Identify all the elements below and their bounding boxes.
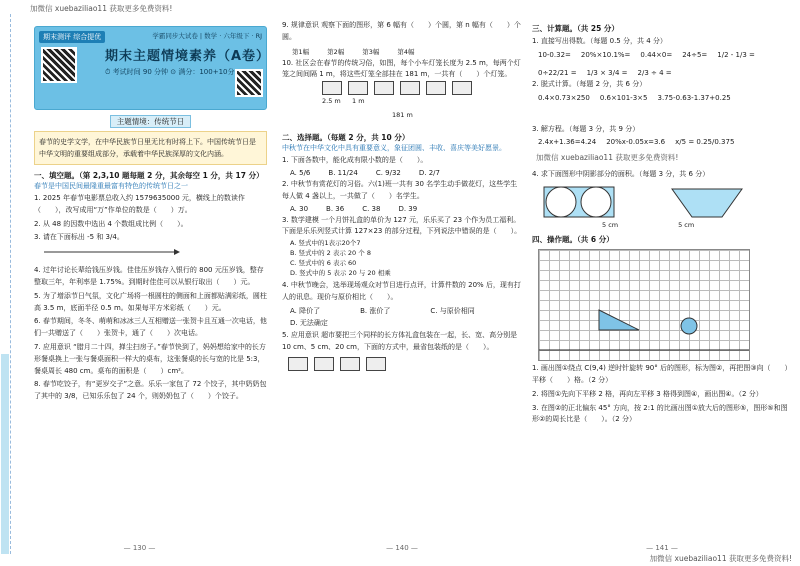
calc-item: 24÷5= — [682, 50, 708, 59]
circles-figure — [542, 185, 632, 221]
figure-label: 第3幅 — [362, 47, 380, 56]
question-6: 6. 春节期间，冬冬、萌萌和冰冰三人互相赠送一张贺卡且互通一次电话，他们一共赠送了（ ）张贺卡，通了（ ）次电话。 — [34, 317, 267, 338]
intro-box: 春节的史学文学，在中华民族节日里无比有时将上下。中国传统节日是中华文明的重要组成部分，承载着中华民族深厚的文化内涵。 — [34, 131, 267, 165]
calc-item: 2/3 ÷ 4 = — [637, 68, 672, 77]
question-4: 4. 过年讨论长辈给钱压岁钱。佳佳压岁钱存入银行的 800 元压岁钱，整存整取三年，年利率是 1.75%。到期时佳佳可以从银行取出（ ）元。 — [34, 266, 264, 286]
operation-3: 3. 在图②的正北偏东 45° 方向，按 2:1 的比画出图①放大后的图形⑤，图形⑤和图形②的周长比是（ ）。（2 分） — [532, 403, 788, 424]
page-number: — 130 — — [123, 544, 156, 552]
calc-item: 3.75-0.63-1.37+0.25 — [657, 93, 731, 102]
qr-code-small — [235, 69, 263, 97]
option: B. 涨价了 — [360, 306, 391, 315]
package-figure — [314, 357, 334, 371]
lantern-length-label: 2.5 m — [322, 97, 341, 106]
choice-2: 2. 中秋节有赏花灯的习俗。六(1)班一共有 30 名学生动手做花灯，这些学生每人做 4 盏以上，一共做了（ ）名学生。 — [282, 179, 518, 200]
calc-1-items — [538, 51, 792, 77]
calc-item: 20%x-0.05x=3.6 — [606, 138, 666, 147]
gap-length-label: 1 m — [352, 97, 365, 106]
page-number: — 141 — — [646, 544, 678, 552]
choice-4: 4. 中秋节晚会，选举现场观众对节目进行点评，计算件数的 20% 后，现有打人的讯息。现价与原价相比（ ）。 — [282, 281, 521, 301]
question-9: 9. 规律意识 观察下面的图形，第 6 幅有（ ）个圆，第 n 幅有（ ）个圆。 — [282, 21, 521, 41]
calc-item: 0.4×0.73×250 — [538, 93, 590, 102]
option: C. 9/32 — [375, 168, 401, 177]
section-fill-blank: 一、填空题。（第 2,3,10 题每题 2 分，其余每空 1 分，共 17 分） — [34, 171, 264, 180]
shaded-figures — [542, 185, 792, 221]
calc-item: 0.6×101-3×5 — [599, 93, 648, 102]
section-operation: 四、操作题。（共 6 分） — [532, 235, 614, 245]
package-figure — [340, 357, 360, 371]
option: D. 39 — [398, 204, 418, 213]
exam-header — [34, 26, 271, 110]
calc-2: 2. 脱式计算。（每题 2 分，共 6 分） — [532, 79, 647, 88]
lantern-box — [400, 81, 420, 95]
section-theme: 中秋节在中华文化中具有重要意义，象征团圆、丰收、喜庆等美好愿景。 — [282, 144, 506, 153]
section-theme: 春节是中国民间最隆重最富有特色的传统节日之一 — [34, 182, 188, 190]
option: A. 5/6 — [290, 168, 311, 177]
calc-item: 20%×10.1%= — [580, 50, 631, 59]
package-figure — [288, 357, 308, 371]
calc-1: 1. 直接写出得数。（每题 0.5 分，共 4 分） — [532, 37, 667, 45]
question-2: 2. 从 48 的因数中选出 4 个数组成比例（ ）。 — [34, 219, 188, 228]
option: D. 竖式中的 5 表示 20 与 20 相乘 — [290, 269, 391, 278]
option: B. 11/24 — [328, 168, 358, 177]
calc-item: 0÷22/21 = — [538, 68, 577, 77]
option: A. 竖式中的1表示20个7 — [290, 239, 361, 248]
header-tag: 期末测评 综合提优 — [39, 31, 105, 43]
choice-1: 1. 下面各数中，能化成有限小数的是（ ）。 — [282, 156, 428, 165]
option: D. 2/7 — [418, 168, 440, 177]
calc-item: 0.44×0= — [640, 50, 673, 59]
lantern-box — [348, 81, 368, 95]
question-10: 10. 社区会在春节的传统习俗，如图，每个小车灯笼长度为 2.5 m，每两个灯笼之间间隔 1 m，将这些灯笼全部挂在 181 m，一共有（ ）个灯笼。 — [282, 58, 521, 79]
page-140 — [282, 18, 522, 556]
option: A. 30 — [290, 204, 309, 213]
exam-meta: ⏱ 考试时间 90 分钟 ⊙ 满分：100+10分 — [105, 68, 235, 76]
page-130 — [12, 18, 271, 556]
question-5: 5. 为了增添节日气氛，文化广场将一根圆柱的侧面和上面都贴满彩纸，圆柱高 3.5 m，底面半径 0.5 m。如果每平方米彩纸（ ）元。 — [34, 291, 267, 312]
package-options — [288, 357, 522, 371]
page-141 — [532, 18, 792, 556]
calc-item: 10-0.32= — [538, 50, 571, 59]
exam-title: 期末主题情境素养（A卷） — [105, 49, 271, 64]
calc-3: 3. 解方程。（每题 3 分，共 9 分） — [532, 124, 640, 133]
option: C. 38 — [362, 204, 381, 213]
option: C. 与原价相同 — [430, 306, 475, 315]
choice-5: 5. 应用意识 超市要把三个同样的长方体礼盒包装在一起，长、宽、高分别是 10 cm、5 cm、20 cm，下面的方式中，最省包装纸的是（ ）。 — [282, 330, 518, 351]
watermark: 加微信 xuebaziliao11 获取更多免费资料! — [649, 554, 792, 563]
grid-shapes — [539, 250, 749, 360]
choice-3: 3. 数学建模 一个月饼礼盒的单价为 127 元，乐乐买了 23 个作为员工福利。下面是乐乐列竖式计算 127×23 的部分过程，下列说法中错误的是（ ）。 — [282, 215, 522, 236]
choice-2-options — [290, 205, 522, 213]
figure-label: 第4幅 — [397, 47, 415, 56]
series-label: 学霸同步大试卷 | 数学 · 六年级下 · RJ — [152, 32, 262, 40]
trapezoid-figure — [662, 185, 752, 221]
operation-2: 2. 将图①先向下平移 2 格，再向左平移 3 格得到图④，画出图④。（2 分） — [532, 389, 763, 398]
question-3: 3. 请在下面标出 -5 和 3/4。 — [34, 233, 124, 242]
calc-3-items — [538, 138, 792, 146]
watermark: 加微信 xuebaziliao11 获取更多免费资料! — [536, 153, 679, 163]
lantern-box — [322, 81, 342, 95]
binding-gutter — [0, 14, 11, 554]
option: B. 36 — [326, 204, 345, 213]
figure-labels — [602, 221, 792, 229]
calc-2-items — [538, 94, 792, 102]
qr-code — [41, 47, 77, 83]
dimension-label: 5 cm — [602, 221, 619, 230]
operation-1: 1. 画出图①绕点 C(9,4) 逆时针旋转 90° 后的图形，标为图②，再把图③向（ ）平移（ ）格。（2 分） — [532, 364, 792, 384]
choice-4-options — [290, 306, 522, 328]
lantern-box — [426, 81, 446, 95]
choice-3-options — [290, 238, 522, 278]
calc-item: 1/2 - 1/3 = — [717, 50, 755, 59]
gutter-strip — [1, 354, 9, 554]
watermark: 加微信 xuebaziliao11 获取更多免费资料! — [30, 4, 173, 13]
calc-item: x/5 = 0.25/0.375 — [675, 138, 735, 147]
page-number: — 140 — — [386, 544, 418, 552]
section-choice: 二、选择题。（每题 2 分，共 10 分） — [282, 133, 410, 143]
section-calculation: 三、计算题。（共 25 分） — [532, 24, 619, 33]
option: B. 竖式中的 2 表示 20 个 8 — [290, 249, 371, 258]
theme-label: 主题情境：传统节日 — [110, 115, 192, 128]
lantern-box — [452, 81, 472, 95]
calc-item: 1/3 × 3/4 = — [586, 68, 628, 77]
figure-label: 第1幅 — [292, 47, 310, 56]
question-1: 1. 2025 年春节电影票总收入约 1579635000 元，横线上的数读作（ ），改写成用“万”作单位的数是（ ）万。 — [34, 194, 245, 214]
number-line — [34, 245, 184, 259]
calc-4: 4. 求下面图形中阴影部分的面积。（每题 3 分，共 6 分） — [532, 170, 710, 179]
question-8: 8. 春节吃饺子，有“更岁交子”之意。乐乐一家包了 72 个饺子，其中奶奶包了其中的 3/8，已知乐乐包了 24 个，则奶奶包了（ ）个饺子。 — [34, 380, 267, 401]
option: C. 竖式中的 6 表示 60 — [290, 259, 357, 268]
option: A. 降价了 — [290, 306, 321, 315]
pattern-figures — [292, 47, 522, 56]
choice-1-options — [290, 169, 522, 177]
figure-label: 第2幅 — [327, 47, 345, 56]
calc-item: 2.4x+1.36=4.24 — [538, 138, 597, 147]
question-7: 7. 应用意识 “腊月二十四，掸尘扫房子。”春节快到了，妈妈想给家中的长方形餐桌换上一张与餐桌面积一样大的桌布，这张餐桌的长与宽的比是 5:3，餐桌周长 480 cm。桌布的面积是（ ）cm²。 — [34, 342, 266, 375]
coordinate-grid — [538, 249, 750, 361]
package-figure — [366, 357, 386, 371]
total-length-label: 181 m — [392, 111, 413, 120]
lantern-diagram — [322, 81, 522, 127]
dimension-label: 5 cm — [678, 221, 695, 230]
option: D. 无法确定 — [290, 318, 328, 327]
lantern-box — [374, 81, 394, 95]
